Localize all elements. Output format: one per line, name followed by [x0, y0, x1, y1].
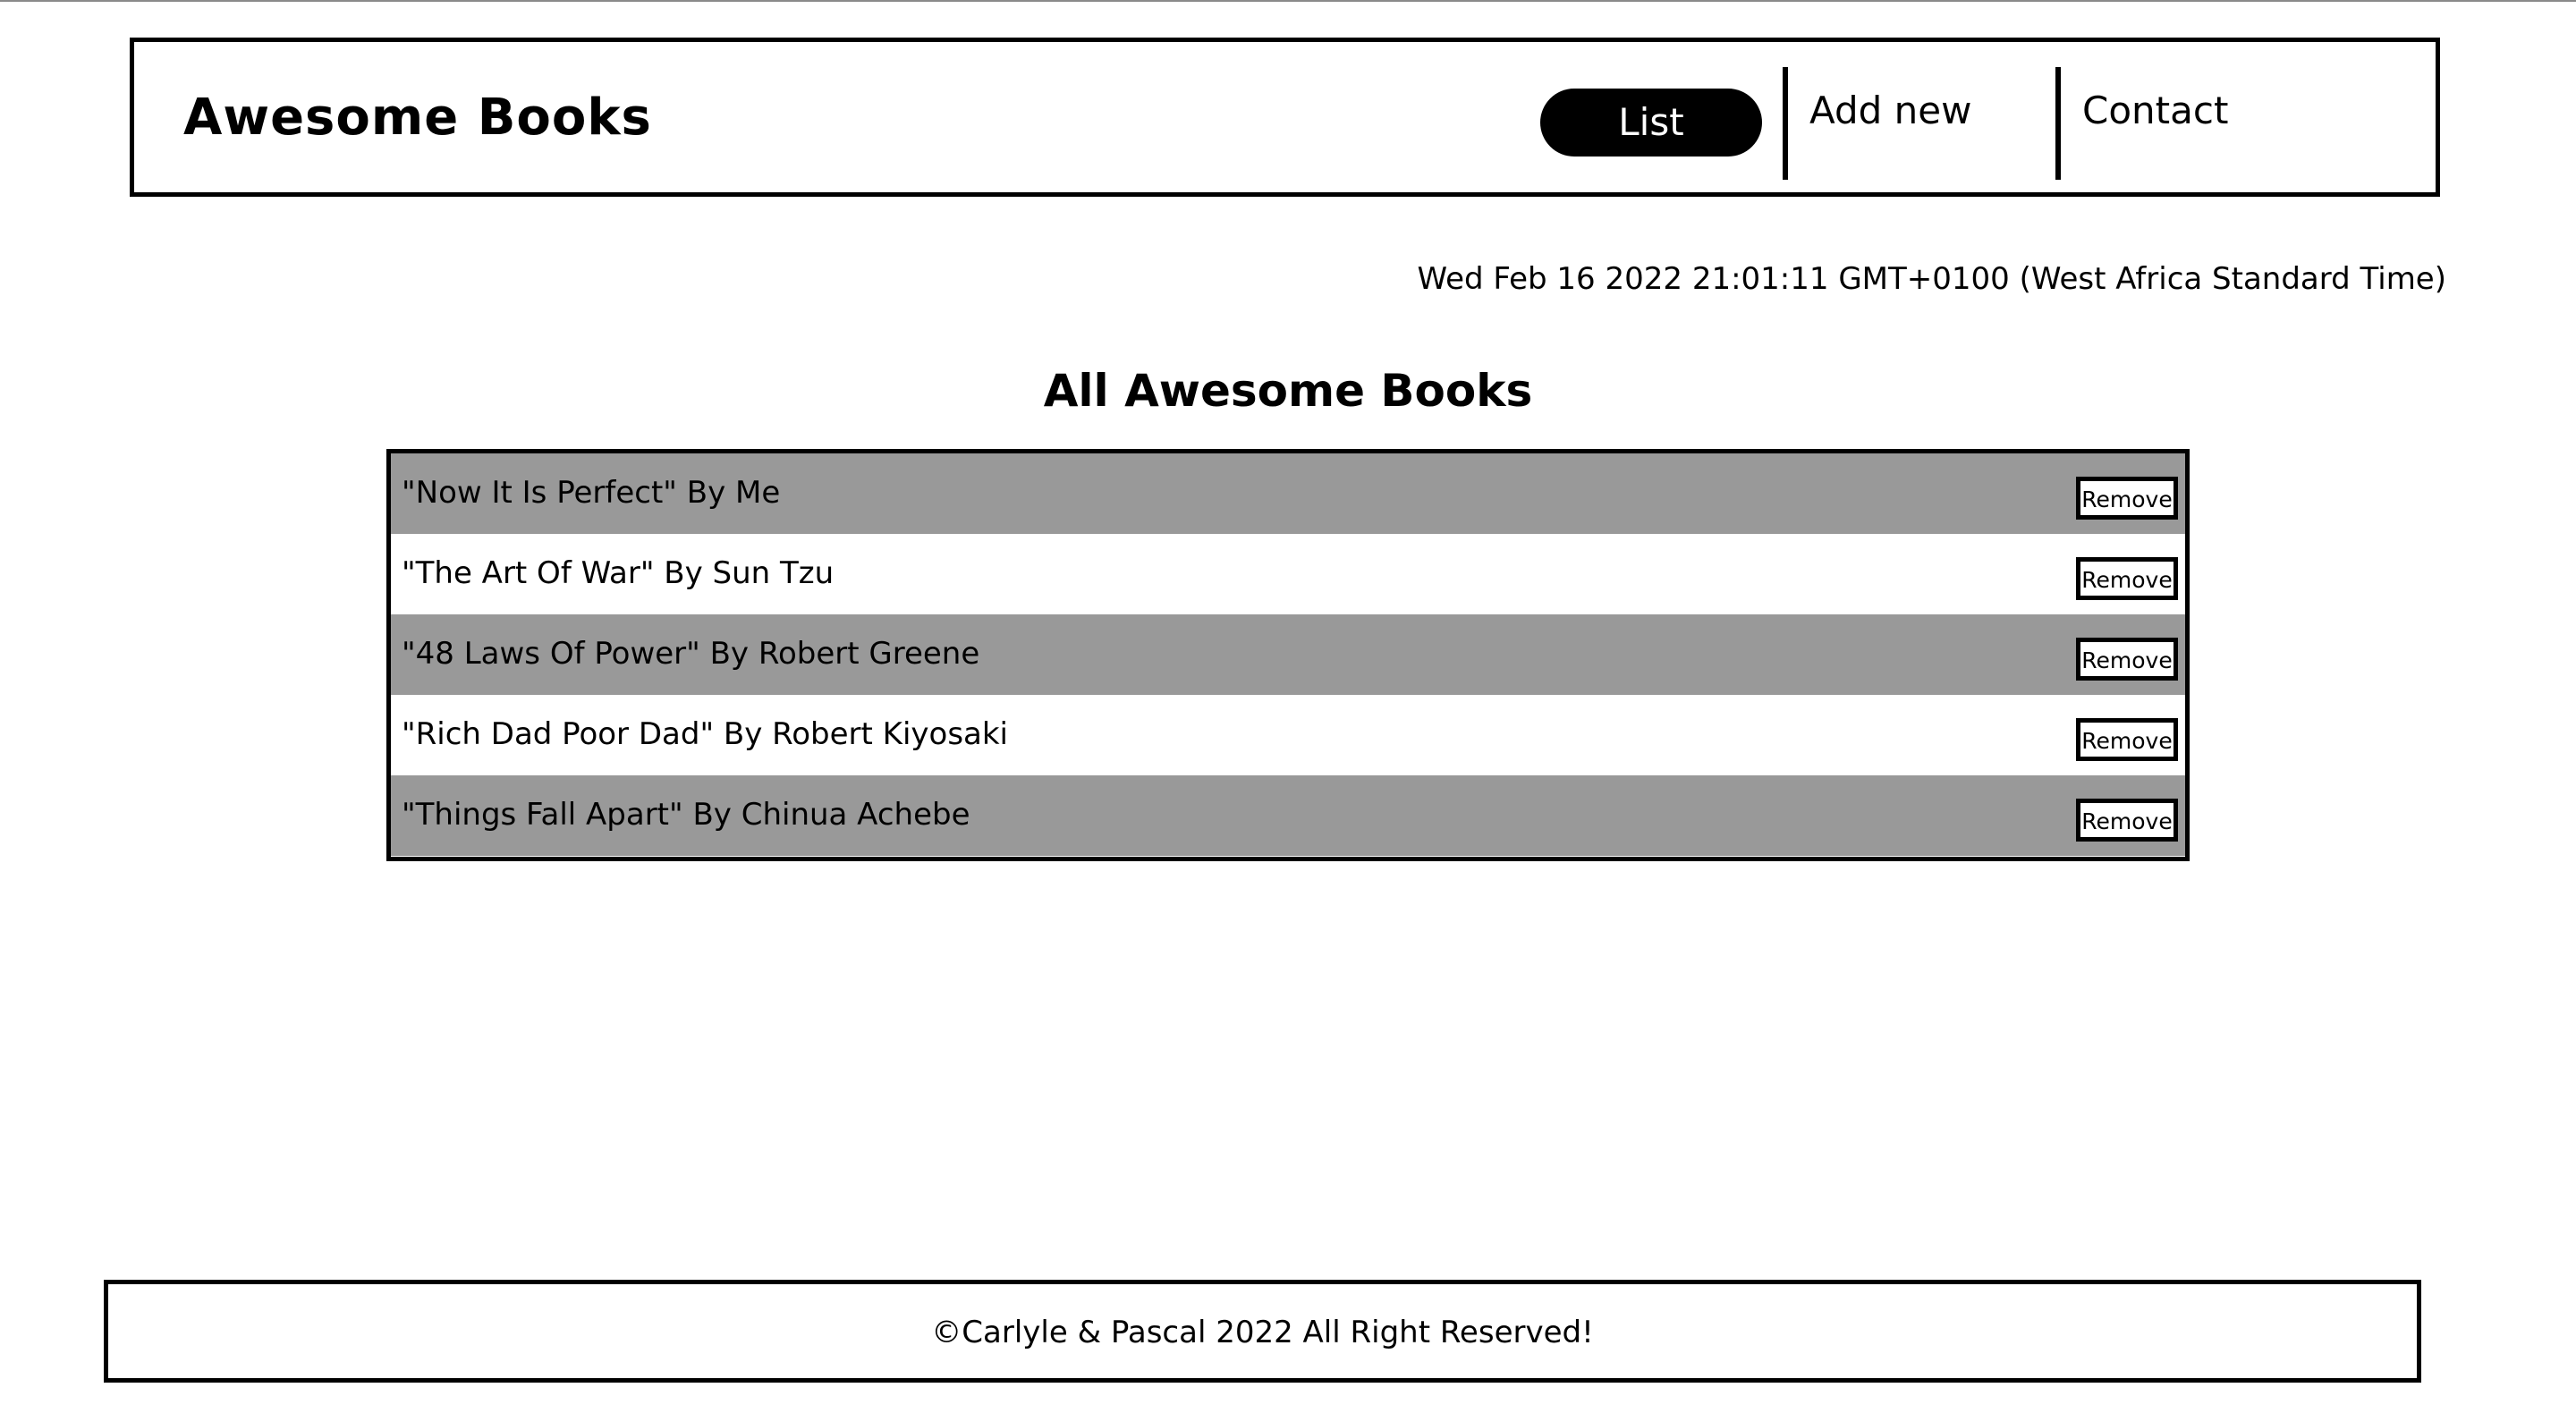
book-row: [391, 695, 2185, 775]
site-header: [130, 38, 2440, 197]
book-title-author: "Now It Is Perfect" By Me: [402, 475, 781, 511]
page-title: All Awesome Books: [1043, 365, 1533, 417]
book-row: [391, 534, 2185, 614]
top-divider: [0, 0, 2576, 2]
book-title-author: "The Art Of War" By Sun Tzu: [402, 555, 835, 591]
book-row: [391, 775, 2185, 856]
nav-add-new-link[interactable]: Add new: [1809, 89, 1972, 132]
main-nav: [134, 42, 2436, 192]
remove-book-button[interactable]: Remove: [2076, 557, 2178, 600]
copyright-text: ©Carlyle & Pascal 2022 All Right Reserved!: [931, 1315, 1594, 1350]
remove-book-button[interactable]: Remove: [2076, 718, 2178, 761]
nav-divider: [1783, 67, 1788, 180]
brand-logo: Awesome Books: [183, 89, 652, 147]
remove-book-button[interactable]: Remove: [2076, 477, 2178, 520]
nav-contact-link[interactable]: Contact: [2082, 89, 2229, 132]
site-footer: [104, 1280, 2421, 1383]
remove-book-button[interactable]: Remove: [2076, 799, 2178, 842]
book-row: [391, 614, 2185, 695]
current-datetime: Wed Feb 16 2022 21:01:11 GMT+0100 (West Africa Standard Time): [1417, 261, 2446, 297]
book-list: [386, 449, 2190, 861]
nav-divider: [2055, 67, 2061, 180]
book-title-author: "48 Laws Of Power" By Robert Greene: [402, 636, 980, 672]
remove-book-button[interactable]: Remove: [2076, 638, 2178, 681]
nav-list-button[interactable]: List: [1540, 89, 1762, 157]
book-row: [391, 453, 2185, 534]
book-title-author: "Rich Dad Poor Dad" By Robert Kiyosaki: [402, 716, 1009, 752]
book-title-author: "Things Fall Apart" By Chinua Achebe: [402, 797, 970, 833]
